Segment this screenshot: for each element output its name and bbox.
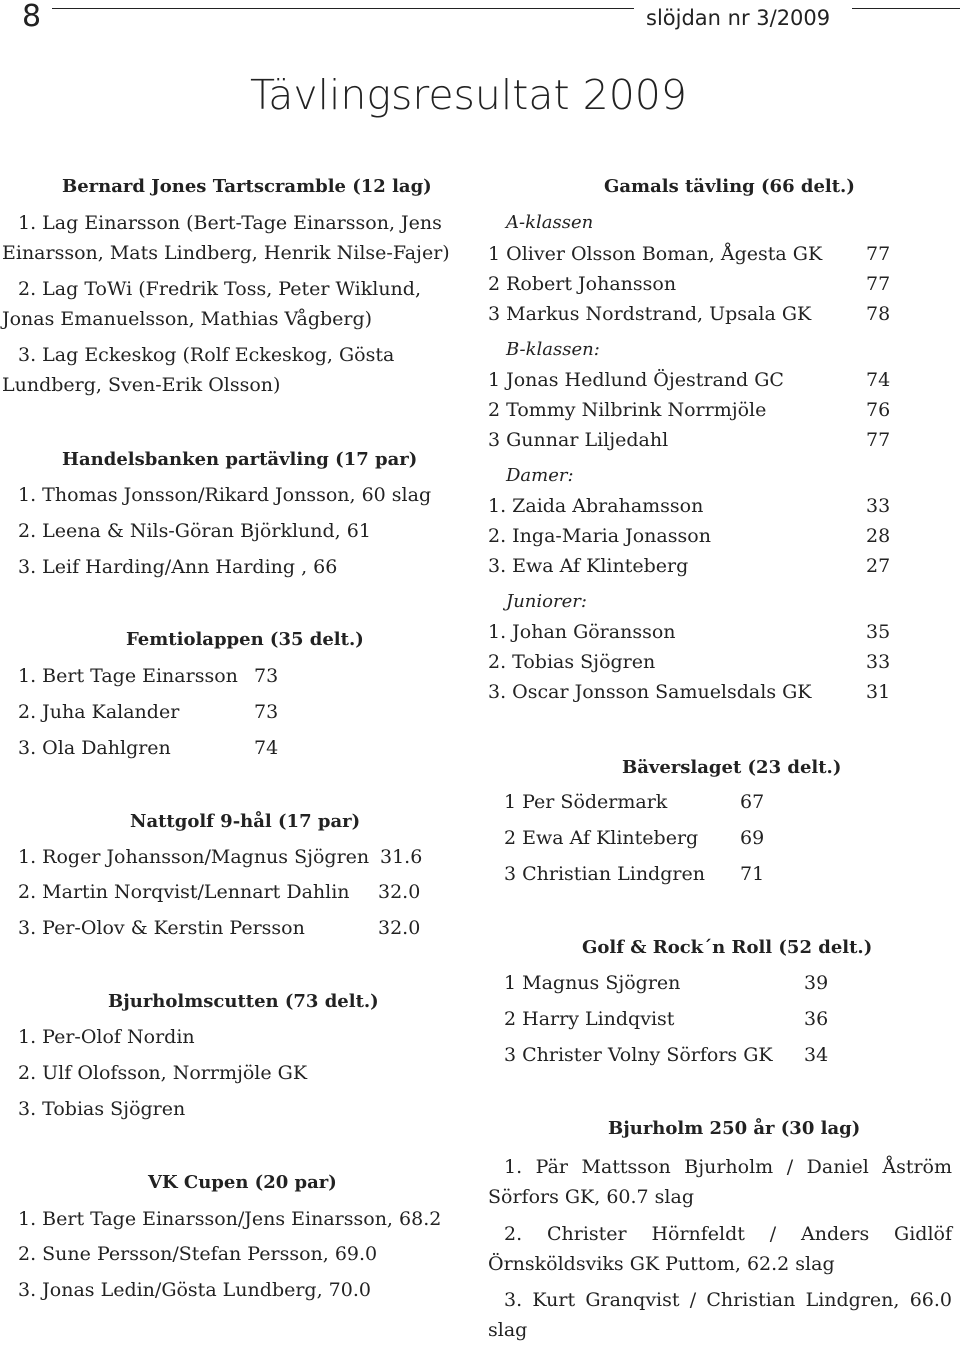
nattgolf-name-2: 2. Martin Norqvist/Lennart Dahlin bbox=[18, 881, 350, 903]
page-number: 8 bbox=[22, 0, 42, 34]
gamals-b-name-2: 2 Tommy Nilbrink Norrmjöle bbox=[488, 399, 767, 421]
gamals-juniorer-name-1: 1. Johan Göransson bbox=[488, 621, 676, 643]
bernard-result-2-line-2: Jonas Emanuelsson, Mathias Vågberg) bbox=[2, 308, 373, 330]
golf-rock-score-1: 39 bbox=[804, 972, 829, 994]
bjurholmscutten-result-3: 3. Tobias Sjögren bbox=[18, 1098, 186, 1120]
golf-rock-name-1: 1 Magnus Sjögren bbox=[504, 972, 681, 994]
femtiolappen-name-3: 3. Ola Dahlgren bbox=[18, 737, 171, 759]
publication-title: slöjdan nr 3/2009 bbox=[646, 6, 831, 30]
bernard-result-3-line-1: 3. Lag Eckeskog (Rolf Eckeskog, Gösta bbox=[18, 344, 395, 366]
bjurholm-250-result-2: 2. Christer Hörnfeldt / Anders Gidlöf Örnsköldsviks GK Puttom, 62.2 slag bbox=[488, 1223, 952, 1275]
golf-rock-heading: Golf & Rock´n Roll (52 delt.) bbox=[582, 937, 873, 958]
bernard-result-3-line-2: Lundberg, Sven-Erik Olsson) bbox=[2, 374, 281, 396]
gamals-damer-name-1: 1. Zaida Abrahamsson bbox=[488, 495, 704, 517]
baverslaget-heading: Bäverslaget (23 delt.) bbox=[622, 757, 842, 778]
gamals-a-score-3: 78 bbox=[866, 303, 891, 325]
vk-cupen-result-3: 3. Jonas Ledin/Gösta Lundberg, 70.0 bbox=[18, 1279, 371, 1301]
nattgolf-score-2: 32.0 bbox=[378, 881, 421, 903]
gamals-damer-name-2: 2. Inga-Maria Jonasson bbox=[488, 525, 711, 547]
nattgolf-name-1: 1. Roger Johansson/Magnus Sjögren bbox=[18, 846, 370, 868]
gamals-b-name-1: 1 Jonas Hedlund Öjestrand GC bbox=[488, 369, 784, 391]
vk-cupen-result-2: 2. Sune Persson/Stefan Persson, 69.0 bbox=[18, 1243, 378, 1265]
gamals-damer-score-3: 27 bbox=[866, 555, 891, 577]
gamals-juniorer-score-3: 31 bbox=[866, 681, 891, 703]
bernard-result-1-line-1: 1. Lag Einarsson (Bert-Tage Einarsson, Jens bbox=[18, 212, 442, 234]
baverslaget-name-3: 3 Christian Lindgren bbox=[504, 863, 705, 885]
gamals-b-score-1: 74 bbox=[866, 369, 891, 391]
gamals-juniorer-score-2: 33 bbox=[866, 651, 891, 673]
bjurholmscutten-result-1: 1. Per-Olof Nordin bbox=[18, 1026, 195, 1048]
gamals-heading: Gamals tävling (66 delt.) bbox=[604, 176, 855, 197]
gamals-a-class-label: A-klassen bbox=[506, 212, 594, 233]
femtiolappen-heading: Femtiolappen (35 delt.) bbox=[126, 629, 364, 650]
golf-rock-score-2: 36 bbox=[804, 1008, 829, 1030]
gamals-damer-score-2: 28 bbox=[866, 525, 891, 547]
baverslaget-score-2: 69 bbox=[740, 827, 765, 849]
bjurholmscutten-heading: Bjurholmscutten (73 delt.) bbox=[108, 991, 379, 1012]
gamals-b-score-3: 77 bbox=[866, 429, 891, 451]
handelsbanken-result-3: 3. Leif Harding/Ann Harding , 66 bbox=[18, 556, 338, 578]
handelsbanken-result-2: 2. Leena & Nils-Göran Björklund, 61 bbox=[18, 520, 371, 542]
bjurholm-250-heading: Bjurholm 250 år (30 lag) bbox=[608, 1118, 861, 1139]
femtiolappen-name-2: 2. Juha Kalander bbox=[18, 701, 180, 723]
vk-cupen-heading: VK Cupen (20 par) bbox=[148, 1172, 337, 1193]
gamals-a-name-3: 3 Markus Nordstrand, Upsala GK bbox=[488, 303, 812, 325]
bernard-heading: Bernard Jones Tartscramble (12 lag) bbox=[62, 176, 432, 197]
page-title: Tävlingsresultat 2009 bbox=[250, 71, 687, 119]
bjurholmscutten-result-2: 2. Ulf Olofsson, Norrmjöle GK bbox=[18, 1062, 308, 1084]
gamals-b-name-3: 3 Gunnar Liljedahl bbox=[488, 429, 669, 451]
femtiolappen-score-1: 73 bbox=[254, 665, 279, 687]
golf-rock-name-3: 3 Christer Volny Sörfors GK bbox=[504, 1044, 773, 1066]
handelsbanken-heading: Handelsbanken partävling (17 par) bbox=[62, 449, 418, 470]
vk-cupen-result-1: 1. Bert Tage Einarsson/Jens Einarsson, 68.2 bbox=[18, 1208, 442, 1230]
gamals-juniorer-label: Juniorer: bbox=[506, 591, 587, 612]
femtiolappen-score-2: 73 bbox=[254, 701, 279, 723]
baverslaget-score-3: 71 bbox=[740, 863, 765, 885]
gamals-b-class-label: B-klassen: bbox=[506, 339, 600, 360]
nattgolf-score-1: 31.6 bbox=[380, 846, 423, 868]
bjurholm-250-result-3: 3. Kurt Granqvist / Christian Lindgren, 66.0 slag bbox=[488, 1289, 952, 1341]
gamals-juniorer-name-3: 3. Oscar Jonsson Samuelsdals GK bbox=[488, 681, 812, 703]
gamals-a-score-1: 77 bbox=[866, 243, 891, 265]
gamals-b-score-2: 76 bbox=[866, 399, 891, 421]
nattgolf-name-3: 3. Per-Olov & Kerstin Persson bbox=[18, 917, 305, 939]
golf-rock-name-2: 2 Harry Lindqvist bbox=[504, 1008, 675, 1030]
gamals-damer-score-1: 33 bbox=[866, 495, 891, 517]
gamals-damer-label: Damer: bbox=[506, 465, 574, 486]
nattgolf-score-3: 32.0 bbox=[378, 917, 421, 939]
gamals-a-score-2: 77 bbox=[866, 273, 891, 295]
baverslaget-score-1: 67 bbox=[740, 791, 765, 813]
bernard-result-2-line-1: 2. Lag ToWi (Fredrik Toss, Peter Wiklund, bbox=[18, 278, 421, 300]
gamals-juniorer-name-2: 2. Tobias Sjögren bbox=[488, 651, 656, 673]
femtiolappen-name-1: 1. Bert Tage Einarsson bbox=[18, 665, 238, 687]
gamals-damer-name-3: 3. Ewa Af Klinteberg bbox=[488, 555, 689, 577]
femtiolappen-score-3: 74 bbox=[254, 737, 279, 759]
gamals-a-name-2: 2 Robert Johansson bbox=[488, 273, 677, 295]
header-rule-right bbox=[852, 8, 960, 9]
header-rule-left bbox=[52, 8, 634, 9]
baverslaget-name-1: 1 Per Södermark bbox=[504, 791, 668, 813]
gamals-a-name-1: 1 Oliver Olsson Boman, Ågesta GK bbox=[488, 243, 823, 265]
nattgolf-heading: Nattgolf 9-hål (17 par) bbox=[130, 811, 361, 832]
baverslaget-name-2: 2 Ewa Af Klinteberg bbox=[504, 827, 699, 849]
gamals-juniorer-score-1: 35 bbox=[866, 621, 891, 643]
bernard-result-1-line-2: Einarsson, Mats Lindberg, Henrik Nilse-Fajer) bbox=[2, 242, 450, 264]
bjurholm-250-result-1: 1. Pär Mattsson Bjurholm / Daniel Åström Sörfors GK, 60.7 slag bbox=[488, 1156, 952, 1208]
handelsbanken-result-1: 1. Thomas Jonsson/Rikard Jonsson, 60 slag bbox=[18, 484, 432, 506]
golf-rock-score-3: 34 bbox=[804, 1044, 829, 1066]
